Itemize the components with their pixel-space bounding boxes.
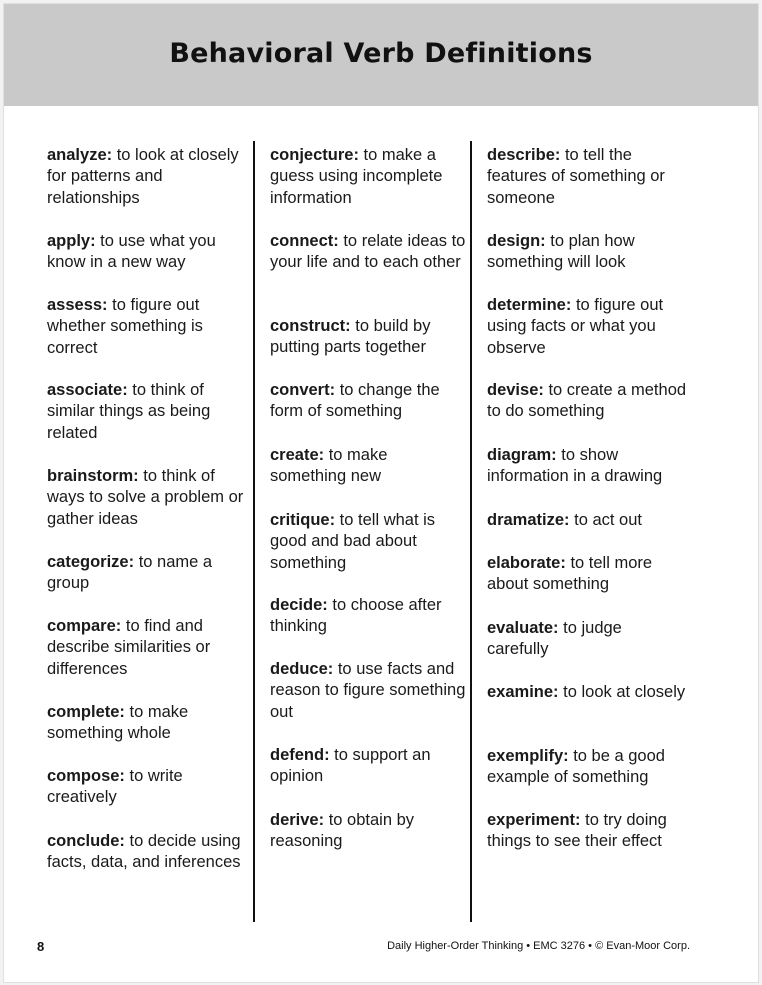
verb-definition: to plan how something will look [487,232,635,272]
footer-credit: Daily Higher-Order Thinking • EMC 3276 • © Evan-Moor Corp. [387,940,690,952]
page-title: Behavioral Verb Definitions [169,38,593,69]
verb-term: devise: [487,381,544,399]
definition-entry [487,746,687,789]
column-divider [253,141,255,922]
definition-entry [47,766,247,809]
verb-definition: to think of ways to solve a problem or gather ideas [47,467,244,528]
verb-definition: to tell more about something [487,554,653,594]
verb-definition: to relate ideas to your life and to each other [270,232,466,272]
verb-definition: to tell the features of something or someone [487,146,665,207]
verb-term: compare: [47,617,122,635]
verb-term: categorize: [47,553,135,571]
verb-term: analyze: [47,146,113,164]
verb-definition: to use what you know in a new way [47,232,216,272]
verb-term: examine: [487,683,559,701]
verb-definition: to find and describe similarities or differences [47,617,211,678]
verb-definition: to change the form of something [270,381,440,421]
verb-term: complete: [47,703,125,721]
verb-definition: to name a group [47,553,213,593]
definition-entry [270,595,466,638]
verb-term: diagram: [487,446,557,464]
verb-term: experiment: [487,811,581,829]
verb-definition: to look at closely for patterns and relationships [47,146,239,207]
verb-term: associate: [47,381,128,399]
page-number: 8 [37,939,45,954]
definition-entry [47,145,247,209]
verb-term: derive: [270,811,325,829]
verb-definition: to judge carefully [487,619,622,659]
definition-entry [270,659,466,723]
verb-definition: to support an opinion [270,746,431,786]
verb-term: conclude: [47,832,125,850]
verb-definition: to make something new [270,446,388,486]
definition-entry [47,702,247,745]
verb-definition: to create a method to do something [487,381,687,421]
definition-entry [487,145,687,209]
verb-definition: to act out [569,511,642,529]
verb-term: assess: [47,296,108,314]
column-divider [470,141,472,922]
verb-definition: to obtain by reasoning [270,811,415,851]
definition-entry [487,618,687,661]
verb-term: determine: [487,296,572,314]
verb-definition: to decide using facts, data, and inferences [47,832,241,872]
verb-term: deduce: [270,660,334,678]
verb-definition: to make something whole [47,703,189,743]
verb-definition: to figure out whether something is correct [47,296,203,357]
verb-definition: to tell what is good and bad about something [270,511,436,572]
verb-term: convert: [270,381,336,399]
verb-term: evaluate: [487,619,559,637]
definition-entry [47,616,247,680]
verb-term: apply: [47,232,96,250]
verb-definition: to use facts and reason to figure something out [270,660,466,721]
verb-term: critique: [270,511,336,529]
definition-entry [47,295,247,359]
definition-entry [47,380,247,444]
verb-definition: to build by putting parts together [270,317,431,357]
verb-definition: to choose after thinking [270,596,442,636]
worksheet-page [3,3,759,983]
definition-entry [47,552,247,595]
definition-entry [487,510,687,531]
definition-entry [270,380,466,423]
definition-entry [270,445,466,488]
title-banner [4,4,758,106]
definition-entry [47,831,247,874]
verb-term: create: [270,446,325,464]
verb-definition: to figure out using facts or what you observe [487,296,664,357]
definition-entry [487,380,687,423]
verb-term: dramatize: [487,511,570,529]
verb-definition: to make a guess using incomplete information [270,146,443,207]
verb-term: connect: [270,232,339,250]
definition-entry [487,682,687,703]
definition-entry [270,745,466,788]
verb-definition: to think of similar things as being related [47,381,211,442]
verb-term: brainstorm: [47,467,139,485]
definition-entry [487,553,687,596]
verb-definition: to try doing things to see their effect [487,811,667,851]
verb-definition: to look at closely [558,683,686,701]
verb-term: decide: [270,596,328,614]
definition-entry [270,145,466,209]
definition-entry [487,231,687,274]
verb-term: describe: [487,146,561,164]
verb-term: elaborate: [487,554,566,572]
definition-entry [270,231,466,274]
verb-term: compose: [47,767,125,785]
definition-entry [270,316,466,359]
definition-entry [487,445,687,488]
definition-entry [47,231,247,274]
definition-entry [47,466,247,530]
verb-definition: to show information in a drawing [487,446,663,486]
verb-definition: to be a good example of something [487,747,665,787]
verb-term: exemplify: [487,747,569,765]
verb-term: conjecture: [270,146,359,164]
definition-entry [270,510,466,574]
definition-entry [270,810,466,853]
definition-entry [487,810,687,853]
definition-entry [487,295,687,359]
verb-definition: to write creatively [47,767,183,807]
verb-term: defend: [270,746,330,764]
verb-term: construct: [270,317,351,335]
verb-term: design: [487,232,546,250]
